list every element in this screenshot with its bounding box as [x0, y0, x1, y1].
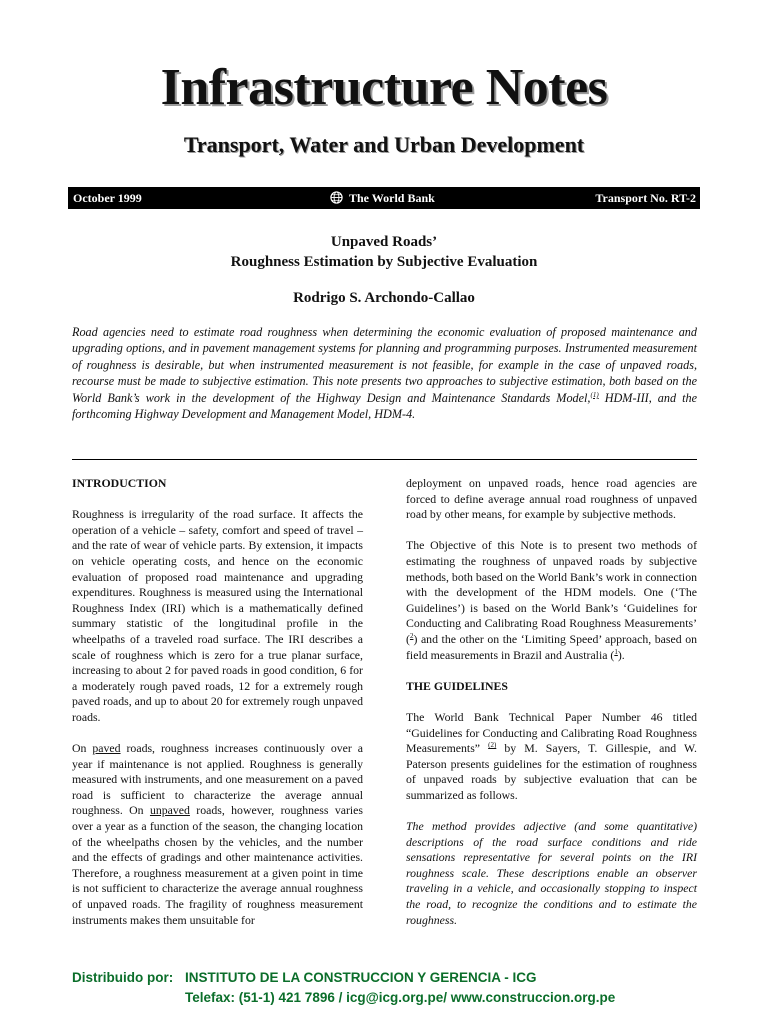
- right-column: [406, 476, 697, 944]
- publisher-name: The World Bank: [349, 191, 435, 205]
- page-title: Infrastructure Notes: [160, 59, 608, 116]
- abstract-text-end: HDM-III, and the forthcoming Highway Development and Management Model, HDM-4.: [72, 390, 697, 422]
- document-title: [0, 232, 768, 272]
- document-title-line1: Unpaved Roads’: [330, 234, 438, 250]
- series-number: Transport No. RT-2: [595, 191, 696, 205]
- paragraph: [72, 741, 363, 928]
- text-run: roads, roughness increases continuously over a year if maintenance is not applied. Roughness is generally measured with instruments, and one measurement on a paved road is sufficient to characterize the average annual roughness. On: [72, 741, 363, 818]
- document-title-line2: Roughness Estimation by Subjective Evaluation: [230, 254, 538, 270]
- world-bank-logo-icon: [330, 191, 343, 204]
- section-heading-introduction: INTRODUCTION: [72, 476, 167, 490]
- text-run: ) and the other on the ‘Limiting Speed’ approach, based on field measurements in Brazil and Australia (: [406, 631, 697, 662]
- publication-band: [68, 187, 700, 209]
- publisher: [330, 191, 435, 206]
- text-run: The World Bank Technical Paper Number 46 titled “Guidelines for Conducting and Calibrating Road Roughness Measurements”: [406, 709, 697, 756]
- left-column: [72, 476, 363, 944]
- abstract-ref[interactable]: (1): [590, 390, 599, 399]
- distributor-label: Distribuido por:: [72, 970, 174, 985]
- paragraph: The method provides adjective (and some quantitative) descriptions of the road surface conditions and ride sensations representative for several points on the IRI roughness scale. These descriptions enable an observer traveling in a vehicle, and occasionally stopping to inspect the road, to recognize the conditions and to estimate the roughness.: [406, 819, 697, 927]
- text-run: ).: [617, 647, 625, 662]
- section-divider: [72, 459, 697, 460]
- distributor-contact[interactable]: Telefax: (51-1) 421 7896 / icg@icg.org.pe/ www.construccion.org.pe: [185, 990, 616, 1005]
- emphasis-paved: paved: [92, 741, 121, 756]
- distributor-org: INSTITUTO DE LA CONSTRUCCION Y GERENCIA - ICG: [185, 970, 537, 985]
- reference-link[interactable]: 1: [614, 647, 618, 656]
- abstract-text: Road agencies need to estimate road roughness when determining the economic evaluation of proposed maintenance and upgrading options, and in pavement management systems for planning and programming purposes. Instrumented measurement of roughness is desirable, but when instrumented measurement is not feasible, for example in the case of unpaved roads, recourse must be made to subjective estimation. This note presents two approaches to subjective estimation, both based on the World Bank’s work in the development of the Highway Design and Maintenance Standards Model,: [72, 325, 697, 405]
- emphasis-unpaved: unpaved: [149, 803, 190, 818]
- text-run: by M. Sayers, T. Gillespie, and W. Paterson presents guidelines for the estimation of roughness of unpaved roads by subjective evaluation that can be summarized as follows.: [406, 741, 697, 802]
- paragraph: deployment on unpaved roads, hence road agencies are forced to define average annual road roughness of unpaved road by other means, for example by subjective methods.: [406, 476, 697, 522]
- issue-date: October 1999: [73, 191, 142, 205]
- paragraph: [406, 710, 697, 804]
- text-run: On: [72, 741, 93, 756]
- distributor-footer: [72, 968, 615, 1008]
- text-run: roads, however, roughness varies over a year as a function of the season, the changing location of the wheelpaths chosen by the vehicles, and the number and the effects of gradings and other maintenance activities. Therefore, a roughness measurement at a given point in time is not sufficient to characterize the average annual roughness of unpaved roads. The fragility of roughness measurement instruments makes them unsuitable for: [72, 803, 363, 927]
- paragraph: Roughness is irregularity of the road surface. It affects the operation of a vehicle – safety, comfort and speed of travel – and the rate of wear of vehicle parts. By extension, it impacts on vehicle operating costs, and hence on the economic evaluation of proposed road maintenance and upgrading expenditures. Roughness is measured using the International Roughness Index (IRI) which is a mathematically defined summary statistic of the longitudinal profile in the wheelpaths of a traveled road surface. The IRI describes a scale of roughness which is zero for a true planar surface, increasing to about 2 for paved roads in good condition, 6 for a moderately rough paved roads, 12 for a extremely rough paved roads, and up to about 20 for extremely rough unpaved roads.: [72, 507, 363, 724]
- paragraph: [406, 538, 697, 663]
- text-run: The Objective of this Note is to present two methods of estimating the roughness of unpaved roads by subjective methods, both based on the World Bank’s work in connection with the development of the HDM models. One (‘The Guidelines’) is based on the World Bank’s ‘Guidelines for Conducting and Calibrating Road Roughness Measurements’ (: [406, 538, 697, 646]
- page-subtitle: Transport, Water and Urban Development: [183, 132, 585, 157]
- section-heading-guidelines: THE GUIDELINES: [406, 678, 508, 693]
- author: Rodrigo S. Archondo-Callao: [293, 290, 475, 306]
- abstract: [72, 324, 697, 422]
- reference-link[interactable]: (2): [488, 741, 497, 750]
- reference-link[interactable]: 2: [409, 632, 414, 641]
